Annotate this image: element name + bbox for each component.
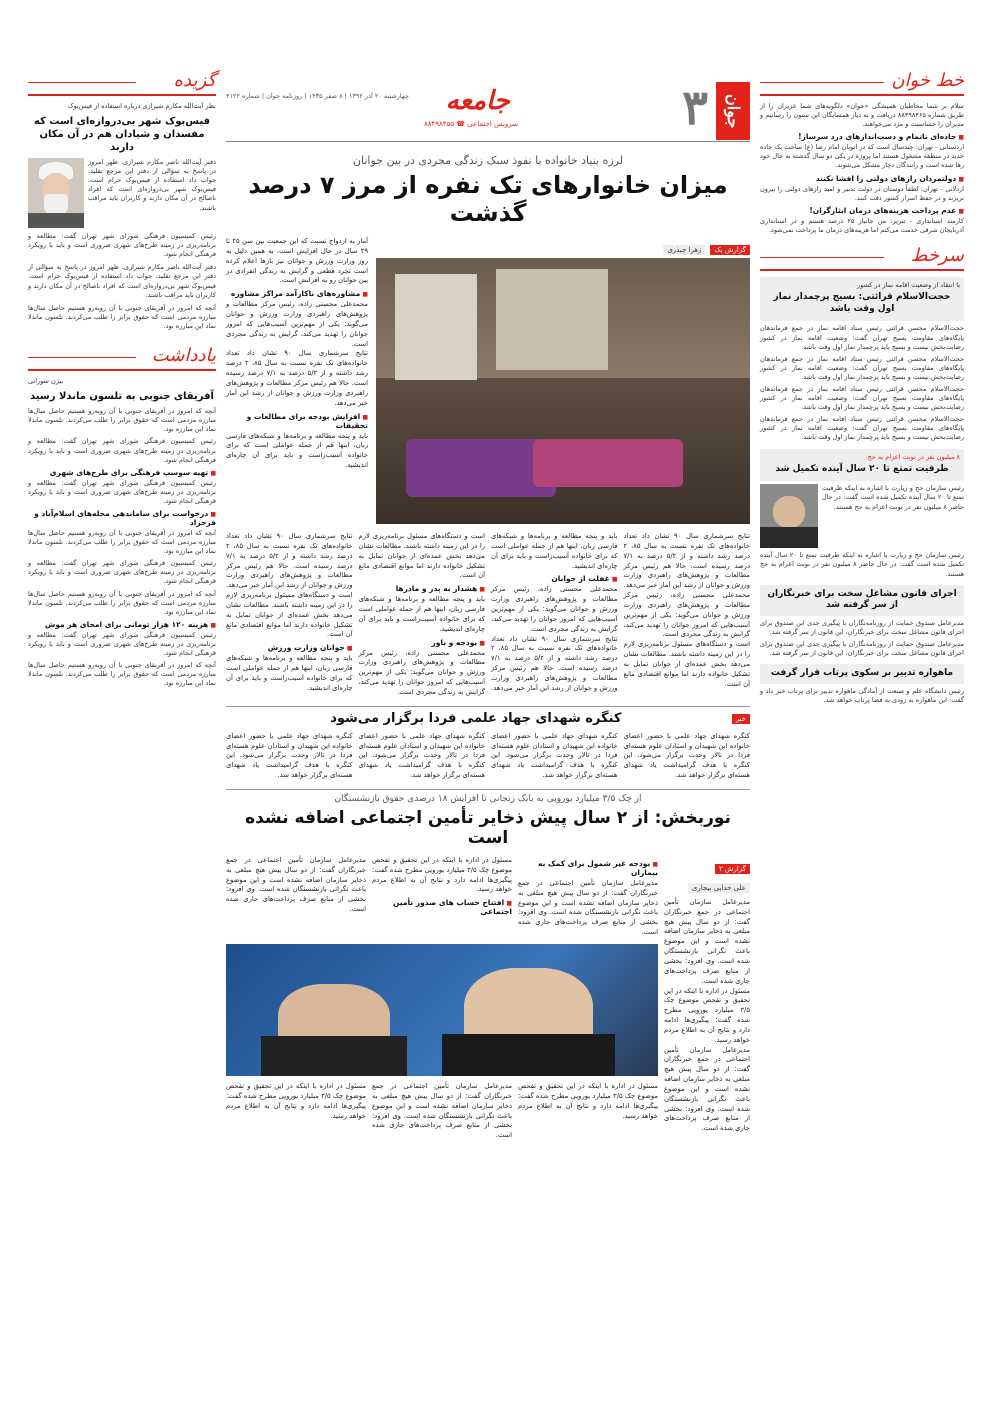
story-social-security: [226, 794, 750, 1141]
story2-col-1: کنگره شهدای جهاد علمی با حضور اعضای خانواده این شهیدان و استادان علوم هسته‌ای فردا در تالار وحدت برگزار می‌شود. این کنگره با هدف گرامیداشت یاد شهدای هسته‌ای برگزار خواهد شد.: [623, 731, 750, 780]
story3-reporter: علی خدابی بیجاری: [688, 883, 750, 893]
phone-icon: ☎: [456, 120, 465, 128]
note-body-2: رئیس کمیسیون فرهنگی شورای شهر تهران گفت: مطالعه و برنامه‌ریزی در زمینه طرح‌های شهری ضروری است و باید با رویکرد فرهنگی انجام شود.: [28, 437, 216, 464]
section-service: سرویس اجتماعی: [467, 120, 518, 128]
main-col-3b: باید و پنجه مطالعه و برنامه‌ها و شبکه‌های فارسی زبان، اینها هم از جمله عواملی است که برای خانواده آسیب‌زاست و باید برای آن چاره‌ای اندیشید.: [358, 595, 485, 633]
main-col-1: تتایج سرشماری سال ۹۰ نشان داد تعداد خانواده‌های تک نفره نسبت به سال ۸۵، ۲ درصد رشد داشته و از ۵/۲ درصد به ۷/۱ درصد رسیده است. حالا هم رئیس مرکز مطالعات و پژوهش‌های راهبردی وزارت ورزش و جوانان از رشد این آمار خبر می‌دهد.: [623, 532, 750, 590]
left-subhead-1: ■ تهیه سوسپ فرهنگی برای طرح‌های شهری: [28, 468, 216, 477]
section-label: سرخط: [910, 244, 964, 266]
main-subhead-c: ■ افزایش بودجه برای مطالعات و تحقیقات: [226, 412, 368, 430]
news-3-body: مدیرعامل صندوق حمایت از روزنامه‌نگاران با پیگیری جدی این صندوق برای اجرای قانون مشاغل سخت برای خبرنگاران، این قانون از سر گرفته شد.: [760, 618, 964, 637]
main-col-2c: تتایج سرشماری سال ۹۰ نشان داد تعداد خانواده‌های تک نفره نسبت به سال ۸۵، ۲ درصد رشد داشته و از ۵/۲ درصد به ۷/۱ درصد رسیده است. حالا هم رئیس مرکز مطالعات و پژوهش‌های راهبردی وزارت ورزش و جوانان از رشد این آمار خبر می‌دهد.: [491, 634, 618, 692]
story3-subhead-1: ■ بودجه غیر شمول برای کمک به بیماران: [518, 859, 658, 877]
news-1-kicker: با انتقاد از وضعیت اقامه نماز در کشور: [856, 280, 960, 289]
main-col-2b: محمدعلی محسنی زاده، رئیس مرکز مطالعات و پژوهش‌های راهبردی وزارت ورزش و جوانان می‌گوید: یکی از مهم‌ترین آسیب‌هایی که امروز جوانان را تهدید می‌کند، گرایش به زندگی مجردی است.: [491, 585, 618, 633]
left-body-4: آنچه که امروز در آفریقای جنوبی با آن روبه‌رو هستیم حاصل سال‌ها مبارزه مردمی است که حقوق برابر را طلب می‌کردند. نلسون ماندلا نماد این مبارزه بود.: [28, 589, 216, 616]
left-body-5: رئیس کمیسیون فرهنگی شورای شهر تهران گفت: مطالعه و برنامه‌ریزی در زمینه طرح‌های شهری ضروری است و باید با رویکرد فرهنگی انجام شود.: [28, 630, 216, 657]
story3-col-2: مدیرعامل سازمان تأمین اجتماعی در جمع خبرنگاران گفت: از دو سال پیش هیچ مبلغی به ذخایر سازمان اضافه نشده است و این موضوع باعث نگرانی بازنشستگان شده است. وی افزود: بخشی از منابع صرف پرداخت‌های جاری شده است.: [518, 878, 658, 937]
story2-col-4: کنگره شهدای جهاد علمی با حضور اعضای خانواده این شهیدان و استادان علوم هسته‌ای فردا در تالار وحدت برگزار می‌شود. این کنگره با هدف گرامیداشت یاد شهدای هسته‌ای برگزار خواهد شد.: [226, 731, 353, 780]
story3-kicker: از چک ۳/۵ میلیارد یورویی به بابک زنجانی تا افزایش ۱۸ درصدی حقوق بازنشستگان: [334, 793, 642, 804]
news-2-body-2: رئیس سازمان حج و زیارت با اشاره به اینکه ظرفیت تمتع تا ۲۰ سال آینده تکمیل شده است گفت: در حال حاضر ۸ میلیون نفر در نوبت اعزام به حج هستند.: [760, 551, 964, 578]
main-subhead-f: ■ غفلت از جوانان: [491, 574, 618, 583]
section-bar-excerpts: [28, 70, 216, 96]
story-congress: [226, 711, 750, 781]
main-col-4c: باید و پنجه مطالعه و برنامه‌ها و شبکه‌های فارسی زبان، اینها هم از جمله عواملی است که برای خانواده آسیب‌زاست و باید برای آن چاره‌ای اندیشید.: [226, 654, 353, 692]
section-bar-hotline: [760, 70, 964, 96]
main-text-columns: [226, 532, 750, 698]
brief-title[interactable]: فیس‌بوک شهر بی‌دروازه‌ای است که مفسدان و شیادان هم در آن مکان دارند: [34, 116, 210, 154]
main-lead: آمار به ازدواج نسبت که این جمعیت بین سن ۲۵ تا ۲۹ سال در حال افزایش است. به همین دلیل به روز وزارت ورزش و جوانان نیز بارها اعلام کرده است تجرد قطعی و گرایش به زندگی انفرادی در بین جوانان رو به افزایش است.: [226, 237, 368, 285]
story3-subhead-2: ■ افتتاح حساب های صدور تأمین اجتماعی: [372, 898, 512, 916]
main-col-4: تتایج سرشماری سال ۹۰ نشان داد تعداد خانواده‌های تک نفره نسبت به سال ۸۵، ۲ درصد رشد داشته و از ۵/۲ درصد به ۷/۱ درصد رسیده است. حالا هم رئیس مرکز مطالعات و پژوهش‌های راهبردی وزارت ورزش و جوانان از رشد این آمار خبر می‌دهد.: [226, 532, 353, 590]
note-body: آنچه که امروز در آفریقای جنوبی با آن روبه‌رو هستیم حاصل سال‌ها مبارزه مردمی است که حقوق برابر را طلب می‌کردند. نلسون ماندلا نماد این مبارزه بود.: [28, 407, 216, 434]
hotline-item-3-title: ■ عدم پرداخت هزینه‌های درمان ایثارگران!: [760, 206, 964, 215]
left-subhead-3: ■ هزینه ۱۲۰ هزار تومانی برای امحای هر موش: [28, 620, 216, 629]
section-phone: ۸۸۴۹۸۴۵۵: [423, 120, 455, 128]
main-col-3: است و دستگاه‌های مسئول برنامه‌ریزی لازم را در این زمینه داشته باشند. مطالعات نشان می‌دهد بخش عمده‌ای از جوانان تمایل به تشکیل خانواده دارند اما موانع اقتصادی مانع آن است.: [358, 532, 485, 580]
brief-body: دفتر آیت‌الله ناصر مکارم شیرازی، ظهر امروز در پاسخ به سؤالی از دفتر این مرجع تقلید، جواب داد استفاده از فیس‌بوک حرام است. فیس‌بوک شهر بی‌دروازه‌ای است که افراد ناصالح در آن مکان دارند و کاربران باید مراقب باشند.: [88, 158, 216, 212]
main-body-a2: تتایج سرشماری سال ۹۰ نشان داد تعداد خانواده‌های تک نفره نسبت به سال ۸۵، ۲ درصد رشد داشته و از ۵/۲ درصد به ۷/۱ درصد رسیده است. حالا هم رئیس مرکز مطالعات و پژوهش‌های راهبردی وزارت ورزش و جوانان از رشد این آمار خبر می‌دهد.: [226, 349, 368, 407]
note-title[interactable]: آفریقای جنوبی به تلسون ماندلا رسید: [30, 391, 214, 403]
news-2-title[interactable]: ظرفیت تمتع تا ۲۰ سال آینده تکمیل شد: [775, 463, 949, 474]
story3-col-1c: مدیرعامل سازمان تأمین اجتماعی در جمع خبرنگاران گفت: از دو سال پیش هیچ مبلغی به ذخایر سازمان اضافه نشده است و این موضوع باعث نگرانی بازنشستگان شده است. وی افزود: بخشی از منابع صرف پرداخت‌های جاری شده است.: [664, 1045, 750, 1133]
story3-tag: گزارش ۲: [715, 864, 750, 874]
report-tag: گزارش یک: [710, 245, 750, 255]
left-body-2: آنچه که امروز در آفریقای جنوبی با آن روبه‌رو هستیم حاصل سال‌ها مبارزه مردمی است که حقوق برابر را طلب می‌کردند. نلسون ماندلا نماد این مبارزه بود.: [28, 528, 216, 556]
dateline: چهارشنبه ۲۰ آذر ۱۳۹۲ | ۸ صفر ۱۴۳۵ | روزنامه جوان | شماره ۴۱۲۲: [226, 92, 409, 100]
main-body-a: محمدعلی محسنی زاده، رئیس مرکز مطالعات و پژوهش‌های راهبردی وزارت ورزش و جوانان می‌گوید: یکی از مهم‌ترین آسیب‌هایی که امروز جوانان را تهدید می‌کند، گرایش به زندگی مجردی است.: [226, 300, 368, 348]
news-4-title[interactable]: ماهواره تدبیر بر سکوی پرتاب قرار گرفت: [770, 668, 954, 679]
cleric-portrait: [28, 158, 84, 228]
story3-col-4: مدیرعامل سازمان تأمین اجتماعی در جمع خبرنگاران گفت: از دو سال پیش هیچ مبلغی به ذخایر سازمان اضافه نشده است و این موضوع باعث نگرانی بازنشستگان شده است. وی افزود: بخشی از منابع صرف پرداخت‌های جاری شده است.: [226, 855, 366, 914]
news-2: [760, 449, 964, 482]
newspaper-logo[interactable]: جوان: [716, 82, 750, 140]
hotline-item-2-body: اردلانی - تهران: لطفاً دوستان در دولت تدبیر و امید رازهای دولتی را بیرون نریزند و در حفظ اسرار کشور دقت کنند.: [760, 184, 964, 202]
brief-body-extra: آنچه که امروز در آفریقای جنوبی با آن روبه‌رو هستیم حاصل سال‌ها مبارزه مردمی است که حقوق برابر را طلب می‌کردند. نلسون ماندلا نماد این مبارزه بود.: [28, 303, 216, 330]
reporter-name: زهرا چیذری: [663, 245, 705, 255]
news-3: [760, 585, 964, 616]
main-col-1b: محمدعلی محسنی زاده، رئیس مرکز مطالعات و پژوهش‌های راهبردی وزارت ورزش و جوانان می‌گوید: یکی از مهم‌ترین آسیب‌هایی که امروز جوانان را تهدید می‌کند، گرایش به زندگی مجردی است.: [623, 591, 750, 639]
section-bar-note: [28, 345, 216, 371]
story3-title[interactable]: نوربخش: از ۲ سال پیش ذخایر تأمین اجتماعی اضافه نشده است: [245, 807, 731, 848]
main-kicker: لرزه بنیاد خانواده با نفوذ سبک زندگی مجردی در بین جوانان: [352, 154, 624, 167]
hotline-item-3-body: کارمند استانداری - تبریز: من جانباز ۲۵ درصد هستم و در استانداری آذربایجان شرقی خدمت می‌کنم اما هزینه‌های درمان ما پرداخت نمی‌شود.: [760, 216, 964, 234]
section-label: خط خوان: [891, 70, 964, 91]
news-3-body-2: مدیرعامل صندوق حمایت از روزنامه‌نگاران با پیگیری جدی این صندوق برای اجرای قانون مشاغل سخت برای خبرنگاران، این قانون از سر گرفته شد.: [760, 640, 964, 658]
brief-body-more: دفتر آیت‌الله ناصر مکارم شیرازی، ظهر امروز در پاسخ به سؤالی از دفتر این مرجع تقلید، جواب داد استفاده از فیس‌بوک حرام است. فیس‌بوک شهر بی‌دروازه‌ای است که افراد ناصالح در آن مکان دارند و کاربران باید مراقب باشند.: [28, 263, 216, 299]
news-1-body-4: حجت‌الاسلام محسن قرائتی رئیس ستاد اقامه نماز در جمع فرماندهان پایگاه‌های مقاومت بسیج تهران گفت: وضعیت اقامه نماز در کشور رضایت‌بخش نیست و بسیج باید پرچمدار نماز اول وقت باشد.: [760, 415, 964, 442]
main-photo: [376, 258, 750, 524]
main-headline[interactable]: میزان خانوارهای تک نفره از مرز ۷ درصد گذشت: [248, 171, 728, 227]
story2-tag: خبر: [732, 714, 750, 724]
news-2-kicker: ۸ میلیون نفر در نوبت اعزام به حج: [867, 452, 960, 461]
section-name: جامعه: [445, 86, 510, 116]
news-2-body: رئیس سازمان حج و زیارت با اشاره به اینکه ظرفیت تمتع تا ۲۰ سال آینده تکمیل شده است گفت: در حال حاضر ۸ میلیون نفر در نوبت اعزام به حج هستند.: [822, 484, 964, 511]
brief-kicker: نظر آیت‌الله مکارم شیرازی درباره استفاده از فیس‌بوک: [67, 102, 216, 110]
note-author: بیژن سورانی: [28, 377, 64, 386]
news-1-body-3: حجت‌الاسلام محسن قرائتی رئیس ستاد اقامه نماز در جمع فرماندهان پایگاه‌های مقاومت بسیج تهران گفت: وضعیت اقامه نماز در کشور رضایت‌بخش نیست و بسیج باید پرچمدار نماز اول وقت باشد.: [760, 384, 964, 412]
press-conference-photo: [226, 944, 658, 1076]
main-subhead-b: ■ هشدار به پدر و مادرها: [359, 584, 486, 593]
main-col-3c: محمدعلی محسنی زاده، رئیس مرکز مطالعات و پژوهش‌های راهبردی وزارت ورزش و جوانان می‌گوید: یکی از مهم‌ترین آسیب‌هایی که امروز جوانان را تهدید می‌کند، گرایش به زندگی مجردی است.: [358, 648, 485, 696]
hotline-item-1-title: ■ جاده‌ای ناتمام و دست‌اندازهای درد سرساز!: [760, 132, 964, 141]
right-column: [760, 70, 964, 1400]
section-label: یادداشت: [151, 345, 216, 367]
main-col-2: باید و پنجه مطالعه و برنامه‌ها و شبکه‌های فارسی زبان، اینها هم از جمله عواملی است که برای خانواده آسیب‌زاست و باید برای آن چاره‌ای اندیشید.: [491, 532, 618, 570]
main-body-c: باید و پنجه مطالعه و برنامه‌ها و شبکه‌های فارسی زبان، اینها هم از جمله عواملی است که برای خانواده آسیب‌زاست و باید برای آن چاره‌ای اندیشید.: [226, 431, 368, 470]
section-label: گزیده: [173, 70, 216, 91]
left-body-1: رئیس کمیسیون فرهنگی شورای شهر تهران گفت: مطالعه و برنامه‌ریزی در زمینه طرح‌های شهری ضروری است و باید با رویکرد فرهنگی انجام شود.: [28, 478, 216, 505]
section-bar-headlines: [760, 245, 964, 271]
hotline-item-1-body: اردستانی - تهران: چندسال است که در اتوبان امام رضا (ع) ساخت یک جاده جدید در منطقه مشغول هستند اما پروژه در یکی دو سال گذشته به حال خود رها شده است و رانندگان دچار مشکل می‌شوند.: [760, 143, 964, 170]
news-4: [760, 664, 964, 684]
story3-col-1: مدیرعامل سازمان تأمین اجتماعی در جمع خبرنگاران گفت: از دو سال پیش هیچ مبلغی به ذخایر سازمان اضافه نشده است و این موضوع باعث نگرانی بازنشستگان شده است. وی افزود: بخشی از منابع صرف پرداخت‌های جاری شده است.: [664, 897, 750, 985]
hotline-intro: سلام بر شما مخاطبان همیشگی «جوان» دلگویه‌های شما عزیزان را از طریق شماره ۸۸۴۹۸۴۶۵ دریافت و به دیار همسایگان این ستون را رسانیم و مدیران را حساسیت و مزد می‌خواهند.: [760, 102, 964, 129]
news-3-title[interactable]: اجرای قانون مشاغل سخت برای خبرنگاران از سر گرفته شد: [767, 588, 957, 611]
hotline-item-2-title: ■ دولتمردان رازهای دولتی را افشا نکنند: [760, 174, 964, 183]
official-portrait: [760, 484, 818, 548]
main-col-1c: است و دستگاه‌های مسئول برنامه‌ریزی لازم را در این زمینه داشته باشند. مطالعات نشان می‌دهد بخش عمده‌ای از جوانان تمایل به تشکیل خانواده دارند اما موانع اقتصادی مانع آن است.: [623, 640, 750, 688]
main-col-4b: است و دستگاه‌های مسئول برنامه‌ریزی لازم را در این زمینه داشته باشند. مطالعات نشان می‌دهد بخش عمده‌ای از جوانان تمایل به تشکیل خانواده دارند اما موانع اقتصادی مانع آن است.: [226, 591, 353, 639]
story2-col-2: کنگره شهدای جهاد علمی با حضور اعضای خانواده این شهیدان و استادان علوم هسته‌ای فردا در تالار وحدت برگزار می‌شود. این کنگره با هدف گرامیداشت یاد شهدای هسته‌ای برگزار خواهد شد.: [491, 731, 618, 780]
left-subhead-2: ■ درخواست برای ساماندهی محله‌های اسلام‌آباد و فرحزاد: [28, 509, 216, 527]
main-subhead-d: ■ جوانان وزارت ورزش: [226, 643, 353, 652]
story2-title[interactable]: کنگره شهدای جهاد علمی فردا برگزار می‌شود: [330, 710, 622, 726]
left-body-6: آنچه که امروز در آفریقای جنوبی با آن روبه‌رو هستیم حاصل سال‌ها مبارزه مردمی است که حقوق برابر را طلب می‌کردند. نلسون ماندلا نماد این مبارزه بود.: [28, 661, 216, 688]
story3-col-7: مسئول در اداره با اینکه در این تحقیق و تفحص موضوع چک ۳/۵ میلیارد یورویی مطرح شده گفت: پیگیری‌ها ادامه دارد و نتایج آن به اطلاع مردم خواهد رسید.: [226, 1081, 366, 1120]
story3-col-1b: مسئول در اداره با اینکه در این تحقیق و تفحص موضوع چک ۳/۵ میلیارد یورویی مطرح شده گفت: پیگیری‌ها ادامه دارد و نتایج آن به اطلاع مردم خواهد رسید.: [664, 986, 750, 1044]
news-1-title[interactable]: حجت‌الاسلام قرائتی: بسیج پرچمدار نماز اول وقت باشد: [773, 292, 951, 314]
page-number: ۳: [682, 80, 708, 136]
news-1: [760, 277, 964, 321]
story3-col-6: مدیرعامل سازمان تأمین اجتماعی در جمع خبرنگاران گفت: از دو سال پیش هیچ مبلغی به ذخایر سازمان اضافه نشده است و این موضوع باعث نگرانی بازنشستگان شده است. وی افزود: بخشی از منابع صرف پرداخت‌های جاری شده است.: [372, 1081, 512, 1140]
main-subhead-a: ■ مشاوره‌های ناکارآمد مراکز مشاوره: [226, 289, 368, 298]
news-1-body: حجت‌الاسلام محسن قرائتی رئیس ستاد اقامه نماز در جمع فرماندهان پایگاه‌های مقاومت بسیج تهران گفت: وضعیت اقامه نماز در کشور رضایت‌بخش نیست و بسیج باید پرچمدار نماز اول وقت باشد.: [760, 324, 964, 351]
story3-col-3: مسئول در اداره با اینکه در این تحقیق و تفحص موضوع چک ۳/۵ میلیارد یورویی مطرح شده گفت: پیگیری‌ها ادامه دارد و نتایج آن به اطلاع مردم خواهد رسید.: [372, 855, 512, 894]
main-subhead-e: ■ بودجه و باور: [359, 638, 486, 647]
news-1-body-2: حجت‌الاسلام محسن قرائتی رئیس ستاد اقامه نماز در جمع فرماندهان پایگاه‌های مقاومت بسیج تهران گفت: وضعیت اقامه نماز در کشور رضایت‌بخش نیست و بسیج باید پرچمدار نماز اول وقت باشد.: [760, 354, 964, 381]
left-body-3: رئیس کمیسیون فرهنگی شورای شهر تهران گفت: مطالعه و برنامه‌ریزی در زمینه طرح‌های شهری ضروری است و باید با رویکرد فرهنگی انجام شود.: [28, 559, 216, 586]
left-column: [28, 70, 216, 1400]
story3-col-5: مسئول در اداره با اینکه در این تحقیق و تفحص موضوع چک ۳/۵ میلیارد یورویی مطرح شده گفت: پیگیری‌ها ادامه دارد و نتایج آن به اطلاع مردم خواهد رسید.: [518, 1081, 658, 1120]
story2-col-3: کنگره شهدای جهاد علمی با حضور اعضای خانواده این شهیدان و استادان علوم هسته‌ای فردا در تالار وحدت برگزار می‌شود. این کنگره با هدف گرامیداشت یاد شهدای هسته‌ای برگزار خواهد شد.: [358, 731, 485, 780]
brief-body-continued: رئیس کمیسیون فرهنگی شورای شهر تهران گفت: مطالعه و برنامه‌ریزی در زمینه طرح‌های شهری ضروری است و باید با رویکرد فرهنگی انجام شود.: [28, 232, 216, 259]
news-4-body: رئیس دانشگاه علم و صنعت از آمادگی ماهواره تدبیر برای پرتاب خبر داد و گفت: این ماهواره به زودی به فضا پرتاب خواهد شد.: [760, 687, 964, 705]
main-column: [226, 70, 750, 1400]
